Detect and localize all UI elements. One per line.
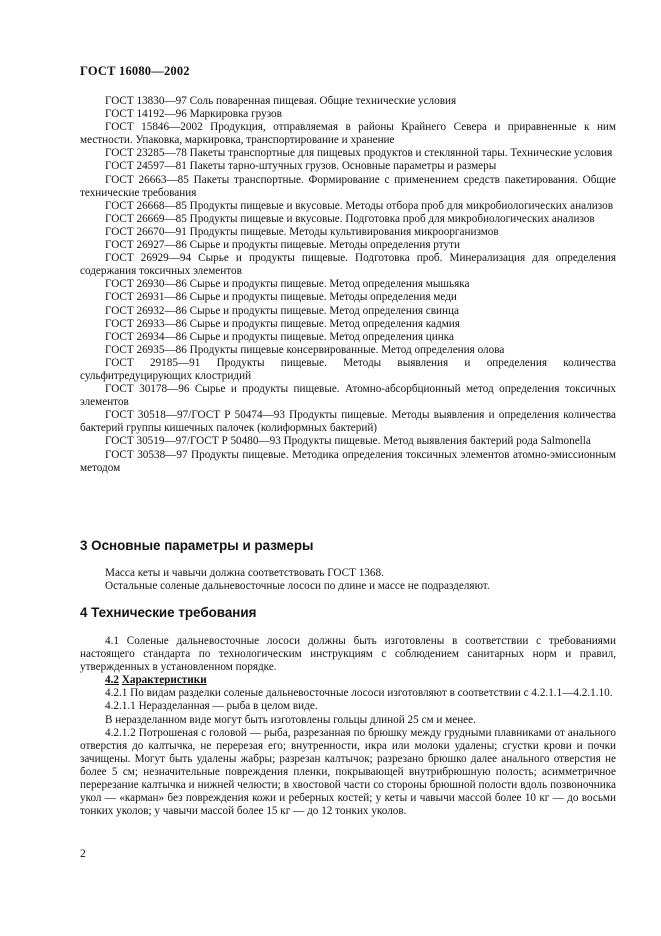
reference-item: ГОСТ 30519—97/ГОСТ Р 50480—93 Продукты пищевые. Метод выявления бактерий рода Salmonella [105,435,591,448]
reference-item: ГОСТ 26669—85 Продукты пищевые и вкусовые. Подготовка проб для микробиологических анализов [105,212,595,225]
reference-item: ГОСТ 14192—96 Маркировка грузов [105,108,282,121]
subsection-4-2-heading [80,674,616,687]
paragraph-4-2-1-1-note: В неразделанном виде могут быть изготовлены гольцы длиной 25 см и менее. [105,713,476,726]
reference-item: ГОСТ 26663—85 Пакеты транспортные. Формирование с применением средств пакетирования. Общие технические требования [80,173,616,199]
paragraph-4-2-1: 4.2.1 По видам разделки соленые дальневосточные лососи изготовляют в соответствии с 4.2.1.1—4.2.1.10. [105,687,613,700]
reference-item: ГОСТ 23285—78 Пакеты транспортные для пищевых продуктов и стеклянной тары. Технические условия [105,147,613,160]
reference-item: ГОСТ 24597—81 Пакеты тарно-штучных грузов. Основные параметры и размеры [105,160,497,173]
reference-item: ГОСТ 15846—2002 Продукция, отправляемая в районы Крайнего Севера и приравненные к ним местности. Упаковка, маркировка, транспортирование и хранение [80,121,616,147]
section-3 [80,538,616,593]
reference-item: ГОСТ 26933—86 Сырье и продукты пищевые. Метод определения кадмия [105,317,460,330]
paragraph-4-2-1-2: 4.2.1.2 Потрошеная с головой — рыба, разрезанная по брюшку между грудными плавниками от анального отверстия до калтычка, не перерезая его; внутренности, икра или молоки удалены; сгустки крови и почки зачищены. Могут быть удалены жабры; разрезан калтычок; разрезано брюшко далее анального отверстия не более 5 см; незначительные повреждения пленки, покрывающей внутрибрюшную полость; асимметричное перерезание калтычка и нижней челюсти; в хвостовой части со стороны брюшной полости вдоль позвоночника укол — «карман» без повреждения кожи и реберных костей; у кеты и чавычи массой более 10 кг — до восьми тонких уколов; у чавычи массой более 15 кг — до 12 тонких уколов. [80,726,616,818]
reference-item: ГОСТ 30178—96 Сырье и продукты пищевые. Атомно-абсорбционный метод определения токсичных элементов [80,383,616,409]
section-4-title: 4 Технические требования [80,605,257,620]
section-3-paragraph-1: Масса кеты и чавычи должна соответствовать ГОСТ 1368. [105,567,384,579]
section-3-title: 3 Основные параметры и размеры [80,538,314,553]
section-4 [80,605,616,818]
page-header-doc-code: ГОСТ 16080—2002 [80,64,190,78]
reference-item: ГОСТ 26932—86 Сырье и продукты пищевые. Метод определения свинца [105,304,459,317]
reference-item: ГОСТ 13830—97 Соль поваренная пищевая. Общие технические условия [105,95,457,107]
paragraph-4-1: 4.1 Соленые дальневосточные лососи должны быть изготовлены в соответствии с требованиями настоящего стандарта по технологическим инструкциям с соблюдением санитарных норм и правил, утвержденных в установленном порядке. [80,635,616,674]
reference-item: ГОСТ 26927—86 Сырье и продукты пищевые. Методы определения ртути [105,239,460,252]
reference-item: ГОСТ 26935—86 Продукты пищевые консервированные. Метод определения олова [105,343,505,356]
normative-references-list [80,95,616,475]
reference-item: ГОСТ 30518—97/ГОСТ Р 50474—93 Продукты пищевые. Методы выявления и определения количества бактерий группы кишечных палочек (колиформных бактерий) [80,409,616,435]
subsection-4-2-number: 4.2 [105,674,119,687]
paragraph-4-2-1-1: 4.2.1.1 Неразделанная — рыба в целом виде. [105,700,318,713]
reference-item: ГОСТ 26931—86 Сырье и продукты пищевые. Методы определения меди [105,291,457,304]
reference-item: ГОСТ 29185—91 Продукты пищевые. Методы выявления и определения количества сульфитредуцирующих клостридий [80,356,616,382]
reference-item: ГОСТ 26668—85 Продукты пищевые и вкусовые. Методы отбора проб для микробиологических анализов [105,199,614,212]
subsection-4-2-title: Характеристики [121,674,207,687]
reference-item: ГОСТ 26929—94 Сырье и продукты пищевые. Подготовка проб. Минерализация для определения содержания токсичных элементов [80,252,616,278]
page-number: 2 [80,848,86,860]
reference-item: ГОСТ 26930—86 Сырье и продукты пищевые. Метод определения мышьяка [105,278,470,291]
reference-item: ГОСТ 30538—97 Продукты пищевые. Методика определения токсичных элементов атомно-эмиссионным методом [80,448,616,474]
reference-item: ГОСТ 26934—86 Сырье и продукты пищевые. Метод определения цинка [105,330,454,343]
reference-item: ГОСТ 26670—91 Продукты пищевые. Методы культивирования микроорганизмов [105,225,499,238]
section-3-paragraph-2: Остальные соленые дальневосточные лососи по длине и массе не подразделяют. [105,580,490,593]
